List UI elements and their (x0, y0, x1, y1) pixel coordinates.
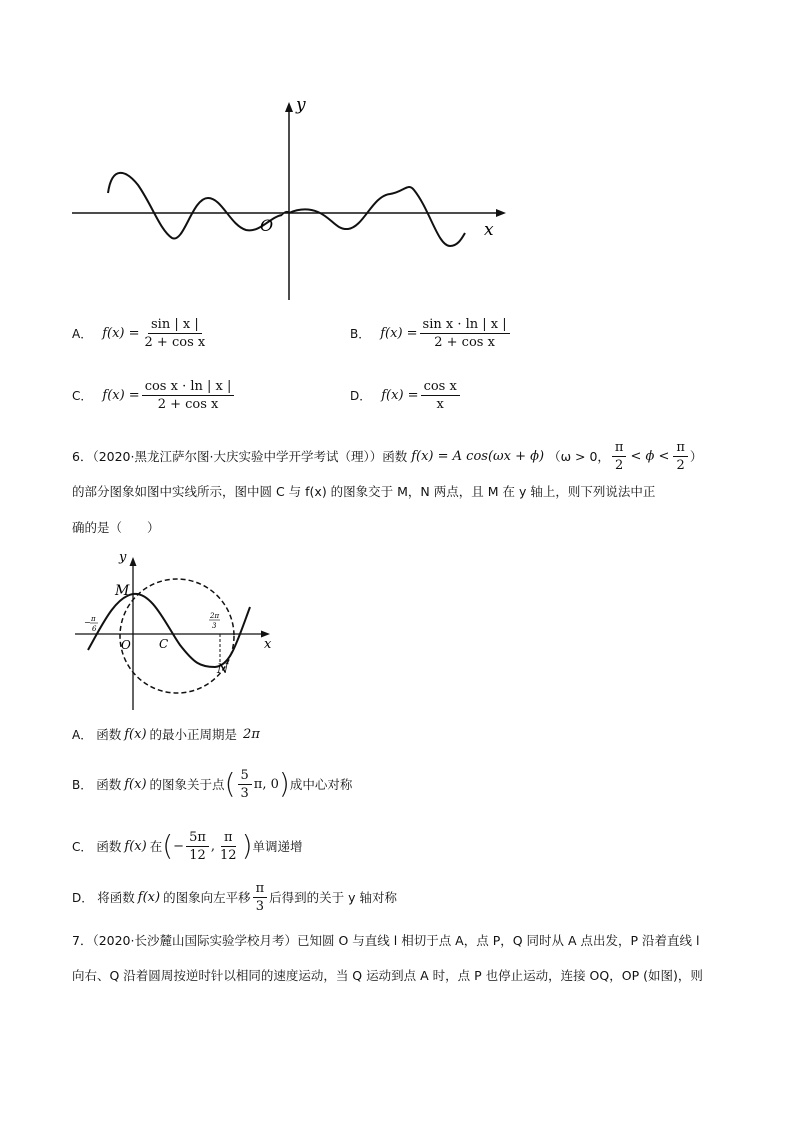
q6-option-b[interactable]: B． 函数 f(x) 的图象关于点 ( $\frac{5}{3}$ π, 0 ) 成中心对称 (72, 767, 353, 801)
curve-right (289, 187, 465, 246)
left-tick-den: 6 (92, 625, 97, 633)
origin-label: O (260, 216, 274, 235)
x-axis-arrow (496, 209, 506, 217)
q5-option-a[interactable]: A． f(x) = $\frac{\sin | x |}{\text{2 + cos x}}$ (72, 317, 206, 350)
figure-graph-1 (60, 90, 520, 305)
center-c-label: C (159, 637, 169, 651)
left-tick-num: π (91, 615, 96, 623)
q5-option-b[interactable]: B． f(x) = $\frac{\text{sin x · ln | x |}}{\text{2 + cos x}}$ (350, 317, 512, 350)
q5-option-d[interactable]: D． f(x) = $\frac{\text{cos x}}{x}$ (350, 379, 462, 412)
x-axis-label: x (484, 220, 494, 240)
right-tick-den: 3 (212, 622, 217, 630)
cosine-curve (88, 594, 250, 667)
y-axis-arrow (285, 102, 293, 112)
point-n-label: N (217, 662, 229, 677)
right-tick-num: 2π (210, 612, 220, 620)
q6-option-a[interactable]: A． 函数 f(x) 的最小正周期是 2π (72, 726, 260, 742)
y-axis-label: y (296, 95, 306, 115)
left-tick-sign: − (84, 618, 91, 627)
q5-option-c[interactable]: C． f(x) = $\frac{\text{cos x · ln | x |}}{\text{2 + cos x}}$ (72, 379, 236, 412)
y-axis-arrow-2 (130, 557, 137, 566)
q6-option-d[interactable]: D． 将函数 f(x) 的图象向左平移 $\frac{\pi}{3}$ 后得到的关于 y 轴对称 (72, 880, 397, 914)
q6-stem-line3: 确的是（ ） (72, 520, 160, 535)
curve-left (108, 173, 282, 239)
q6-stem-line2: 的部分图象如图中实线所示，图中圆 C 与 f(x) 的图象交于 M，N 两点，且 M 在 y 轴上，则下列说法中正 (72, 484, 656, 499)
figure-graph-2 (70, 545, 290, 715)
q7-stem-line2: 向右、Q 沿着圆周按逆时针以相同的速度运动，当 Q 运动到点 A 时，点 P 也停止运动，连接 OQ，OP (如图)，则 (72, 968, 703, 983)
point-m-label: M (115, 583, 130, 599)
q7-stem-line1: 7．（2020·长沙麓山国际实验学校月考）已知圆 O 与直线 l 相切于点 A，点 P，Q 同时从 A 点出发，P 沿着直线 l (72, 933, 700, 948)
q6-option-c[interactable]: C． 函数 f(x) 在 ( − $\frac{5\pi}{12}$ , $\frac{\pi}{12}$ ) 单调递增 (72, 829, 303, 863)
x-label-2: x (264, 637, 272, 652)
q6-stem-line1: 6．（2020·黑龙江萨尔图·大庆实验中学开学考试（理））函数 f(x) = A cos(ωx + ϕ) （ω > 0， $\frac{\pi}{2}$ < ϕ < $\frac{\pi}{2}$ ） (72, 440, 703, 473)
y-label-2: y (119, 550, 127, 565)
origin-label-2: O (121, 638, 131, 652)
